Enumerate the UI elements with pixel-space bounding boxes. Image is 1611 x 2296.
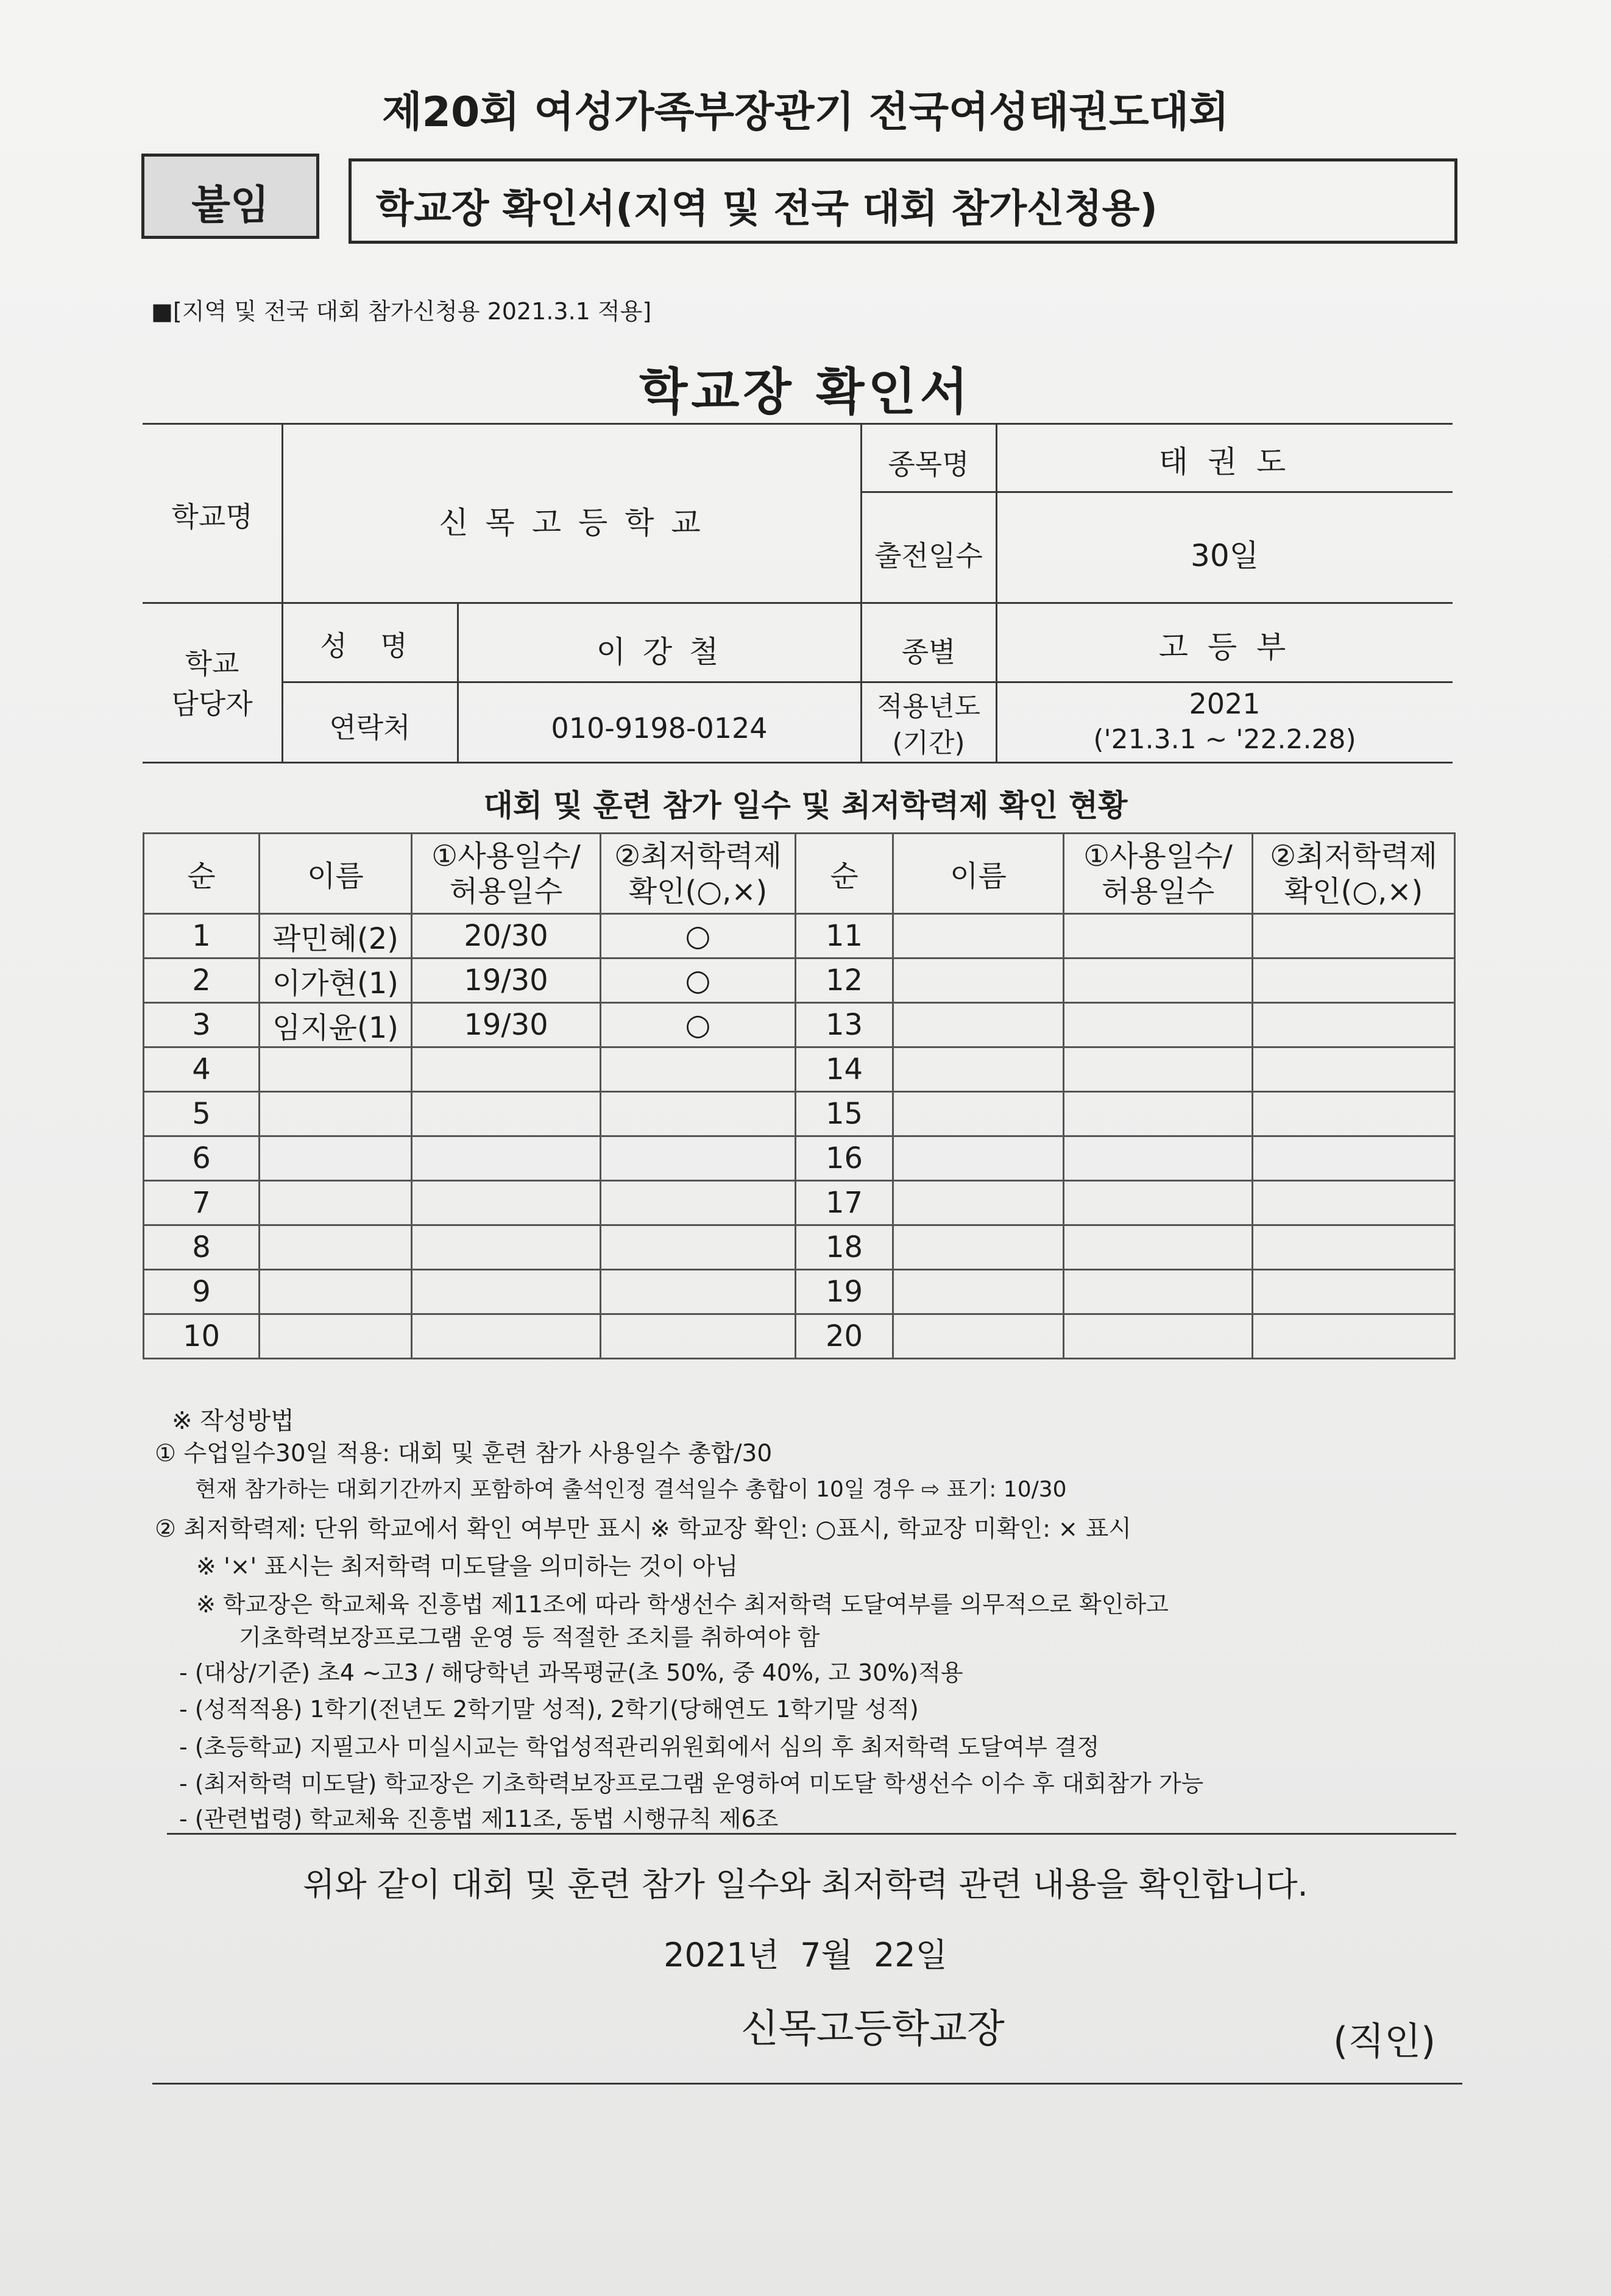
row-name: 곽민혜(2) — [260, 914, 412, 958]
notes-heading: ※ 작성방법 — [172, 1407, 294, 1435]
row-used — [1064, 958, 1253, 1003]
row-used — [1064, 1003, 1253, 1047]
note-line: - (관련법령) 학교체육 진흥법 제11조, 동법 시행규칙 제6조 — [179, 1805, 779, 1832]
row-seq: 8 — [144, 1225, 260, 1270]
seal-label: (직인) — [1333, 2019, 1436, 2063]
note-line: - (초등학교) 지필고사 미실시교는 학업성적관리위원회에서 심의 후 최저학력 도달여부 결정 — [179, 1734, 1100, 1760]
row-name — [260, 1270, 412, 1314]
note-line: ※ '×' 표시는 최저학력 미도달을 의미하는 것이 아님 — [196, 1553, 738, 1581]
row-seq: 12 — [796, 958, 893, 1003]
form-title: 학교장 확인서(지역 및 전국 대회 참가신청용) — [376, 186, 1158, 232]
signer: 신목고등학교장 — [741, 2007, 1005, 2052]
row-check — [601, 1314, 796, 1359]
header-used-days: ①사용일수/ 허용일수 — [412, 834, 601, 914]
row-used: 19/30 — [412, 958, 601, 1003]
row-seq: 2 — [144, 958, 260, 1003]
row-seq: 19 — [796, 1270, 893, 1314]
school-label: 학교명 — [171, 500, 253, 533]
row-seq: 20 — [796, 1314, 893, 1359]
row-used — [1064, 1136, 1253, 1181]
table-row — [144, 1092, 1455, 1136]
note-line: ※ 학교장은 학교체육 진흥법 제11조에 따라 학생선수 최저학력 도달여부를 의무적으로 확인하고 — [196, 1591, 1169, 1618]
name-label: 성 명 — [320, 629, 420, 662]
row-used — [412, 1314, 601, 1359]
row-name — [893, 1136, 1064, 1181]
row-used — [412, 1181, 601, 1225]
row-used — [1064, 1225, 1253, 1270]
row-name — [260, 1225, 412, 1270]
row-name — [893, 1270, 1064, 1314]
row-name — [893, 1003, 1064, 1047]
table-row — [144, 1047, 1455, 1092]
contact-value: 010-9198-0124 — [551, 712, 768, 745]
row-check — [1253, 1092, 1455, 1136]
sport-value: 태 권 도 — [1158, 444, 1291, 480]
division-value: 고 등 부 — [1158, 629, 1291, 665]
row-check — [1253, 1270, 1455, 1314]
division-label: 종별 — [901, 636, 956, 668]
row-seq: 5 — [144, 1092, 260, 1136]
row-name: 이가현(1) — [260, 958, 412, 1003]
contact-label: 연락처 — [329, 711, 411, 744]
row-name — [893, 1047, 1064, 1092]
table-row — [144, 914, 1455, 958]
header-seq: 순 — [144, 834, 260, 914]
row-name — [260, 1136, 412, 1181]
table-row — [144, 1270, 1455, 1314]
year-label: 적용년도 (기간) — [876, 691, 980, 759]
row-name — [893, 914, 1064, 958]
header-seq: 순 — [796, 834, 893, 914]
header-check: ②최저학력제 확인(○,×) — [1253, 834, 1455, 914]
note-line: 기초학력보장프로그램 운영 등 적절한 조치를 취하여야 함 — [239, 1624, 820, 1651]
row-check — [1253, 1314, 1455, 1359]
date: 2021년 7월 22일 — [664, 1936, 947, 1974]
header-name: 이름 — [260, 834, 412, 914]
row-check: ○ — [601, 958, 796, 1003]
days-value: 30일 — [1191, 538, 1259, 573]
row-seq: 10 — [144, 1314, 260, 1359]
row-seq: 15 — [796, 1092, 893, 1136]
row-seq: 6 — [144, 1136, 260, 1181]
row-seq: 1 — [144, 914, 260, 958]
row-check — [1253, 914, 1455, 958]
participation-table — [143, 832, 1456, 1359]
row-name — [893, 958, 1064, 1003]
table-row — [144, 1314, 1455, 1359]
event-title: 제20회 여성가족부장관기 전국여성태권도대회 — [381, 88, 1230, 136]
note-line: - (대상/기준) 초4 ~고3 / 해당학년 과목평균(초 50%, 중 40%, 고 30%)적용 — [179, 1659, 963, 1686]
school-value: 신 목 고 등 학 교 — [439, 505, 704, 540]
table-header-row — [144, 834, 1455, 914]
row-name — [893, 1225, 1064, 1270]
row-used — [412, 1136, 601, 1181]
row-used — [1064, 914, 1253, 958]
row-seq: 14 — [796, 1047, 893, 1092]
row-used: 20/30 — [412, 914, 601, 958]
row-seq: 18 — [796, 1225, 893, 1270]
header-check: ②최저학력제 확인(○,×) — [601, 834, 796, 914]
confirmation-statement: 위와 같이 대회 및 훈련 참가 일수와 최저학력 관련 내용을 확인합니다. — [303, 1865, 1308, 1904]
row-check — [1253, 958, 1455, 1003]
form-title-box — [349, 158, 1457, 244]
note-line: 현재 참가하는 대회기간까지 포함하여 출석인정 결석일수 총합이 10일 경우 ⇨ 표기: 10/30 — [195, 1477, 1067, 1502]
row-name — [260, 1181, 412, 1225]
row-name — [260, 1092, 412, 1136]
note-line: ② 최저학력제: 단위 학교에서 확인 여부만 표시 ※ 학교장 확인: ○표시, 학교장 미확인: × 표시 — [155, 1515, 1131, 1543]
main-title: 학교장 확인서 — [639, 363, 972, 421]
row-name — [893, 1181, 1064, 1225]
table-row — [144, 1136, 1455, 1181]
row-seq: 3 — [144, 1003, 260, 1047]
row-seq: 4 — [144, 1047, 260, 1092]
table-row — [144, 1225, 1455, 1270]
attachment-label: 붙임 — [191, 182, 269, 229]
row-check — [601, 1136, 796, 1181]
row-used — [1064, 1314, 1253, 1359]
status-title: 대회 및 훈련 참가 일수 및 최저학력제 확인 현황 — [483, 788, 1128, 823]
row-check — [601, 1181, 796, 1225]
row-name — [893, 1092, 1064, 1136]
table-row — [144, 958, 1455, 1003]
row-check — [1253, 1225, 1455, 1270]
year-value: 2021 — [1189, 687, 1261, 720]
row-used — [1064, 1047, 1253, 1092]
row-used: 19/30 — [412, 1003, 601, 1047]
period-value: ('21.3.1 ~ '22.2.28) — [1093, 724, 1356, 755]
row-used — [1064, 1092, 1253, 1136]
attachment-label-box — [141, 154, 319, 239]
row-seq: 11 — [796, 914, 893, 958]
row-used — [412, 1092, 601, 1136]
note-line: - (최저학력 미도달) 학교장은 기초학력보장프로그램 운영하여 미도달 학생선수 이수 후 대회참가 가능 — [179, 1770, 1204, 1797]
row-used — [412, 1225, 601, 1270]
manager-label: 학교 담당자 — [171, 647, 253, 720]
row-check — [1253, 1003, 1455, 1047]
name-value: 이 강 철 — [596, 634, 723, 670]
sport-label: 종목명 — [888, 448, 969, 481]
row-seq: 16 — [796, 1136, 893, 1181]
row-check: ○ — [601, 1003, 796, 1047]
row-check — [601, 1092, 796, 1136]
row-used — [412, 1047, 601, 1092]
table-row — [144, 1181, 1455, 1225]
note-line: ① 수업일수30일 적용: 대회 및 훈련 참가 사용일수 총합/30 — [155, 1440, 773, 1467]
row-used — [1064, 1270, 1253, 1314]
row-name — [260, 1314, 412, 1359]
row-name — [260, 1047, 412, 1092]
row-seq: 9 — [144, 1270, 260, 1314]
days-label: 출전일수 — [874, 539, 983, 572]
row-seq: 17 — [796, 1181, 893, 1225]
row-name: 임지윤(1) — [260, 1003, 412, 1047]
row-check — [1253, 1047, 1455, 1092]
row-check — [1253, 1181, 1455, 1225]
row-seq: 7 — [144, 1181, 260, 1225]
header-used-days: ①사용일수/ 허용일수 — [1064, 834, 1253, 914]
row-check — [601, 1047, 796, 1092]
row-check — [601, 1225, 796, 1270]
row-name — [893, 1314, 1064, 1359]
row-check: ○ — [601, 914, 796, 958]
table-row — [144, 1003, 1455, 1047]
row-seq: 13 — [796, 1003, 893, 1047]
row-check — [601, 1270, 796, 1314]
header-name: 이름 — [893, 834, 1064, 914]
applicability-note: ■[지역 및 전국 대회 참가신청용 2021.3.1 적용] — [151, 298, 652, 325]
row-check — [1253, 1136, 1455, 1181]
row-used — [412, 1270, 601, 1314]
row-used — [1064, 1181, 1253, 1225]
note-line: - (성적적용) 1학기(전년도 2학기말 성적), 2학기(당해연도 1학기말 성적) — [179, 1696, 919, 1723]
